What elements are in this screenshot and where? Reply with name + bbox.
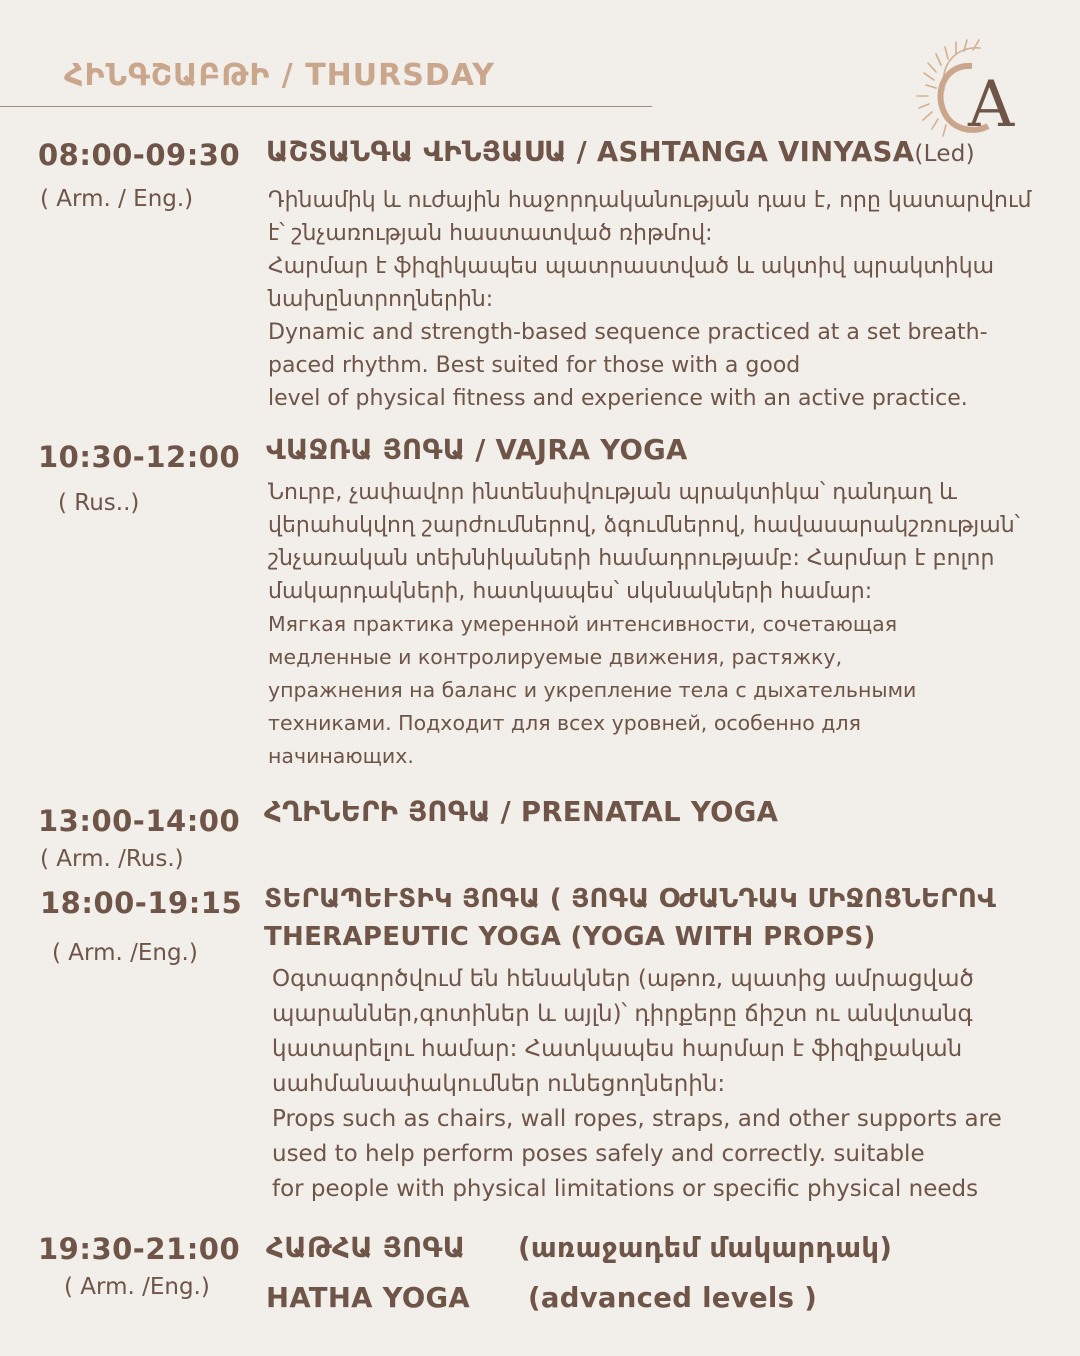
day-title: ՀԻՆԳՇԱԲԹԻ / THURSDAY xyxy=(64,58,495,93)
desc-line: Նուրբ, չափավոր ինտենսիվության պրակտիկա՝ դանդաղ և xyxy=(268,480,958,505)
class-language: ( Arm. / Eng.) xyxy=(40,186,194,212)
class-time: 19:30-21:00 xyxy=(38,1232,241,1266)
class-time: 13:00-14:00 xyxy=(38,804,241,838)
desc-line: Dynamic and strength-based sequence practiced at a set breath- xyxy=(268,320,988,345)
desc-line: Props such as chairs, wall ropes, straps, and other supports are xyxy=(272,1106,1002,1132)
sun-logo-icon xyxy=(900,38,1030,148)
class-description xyxy=(272,962,1002,1207)
desc-line: մակարդակների, հատկապես՝ սկսնակների համար: xyxy=(268,579,873,604)
class-title-note: (Led) xyxy=(914,141,975,167)
class-title-text: ԱՇՏԱՆԳԱ ՎԻՆՅԱՍԱ / ASHTANGA VINYASA xyxy=(266,136,915,168)
desc-line: used to help perform poses safely and correctly. suitable xyxy=(272,1141,925,1167)
desc-line: շնչառական տեխնիկաների համադրությամբ: Հարմար է բոլոր xyxy=(268,546,995,571)
desc-line: level of physical fitness and experience with an active practice. xyxy=(268,386,968,411)
class-description-ru xyxy=(268,608,916,773)
class-language: ( Arm. /Rus.) xyxy=(40,846,184,872)
desc-line: for people with physical limitations or specific physical needs xyxy=(272,1176,979,1202)
svg-text:A: A xyxy=(968,68,1015,142)
class-language: ( Rus..) xyxy=(58,490,140,516)
class-time: 08:00-09:30 xyxy=(38,138,241,172)
desc-line: սահմանափակումներ ունեցողներին: xyxy=(272,1071,726,1097)
desc-line: начинающих. xyxy=(268,744,414,768)
class-title-en: HATHA YOGA xyxy=(266,1282,470,1314)
desc-line: Հարմար է ֆիզիկապես պատրաստված և ակտիվ պրակտիկա xyxy=(268,254,995,279)
desc-line: նախընտրողներին: xyxy=(268,287,494,312)
class-language: ( Arm. /Eng.) xyxy=(64,1274,210,1300)
desc-line: Օգտագործվում են հենակներ (աթոռ, պատից ամրացված xyxy=(272,966,974,992)
desc-line: упражнения на баланс и укрепление тела с дыхательными xyxy=(268,678,917,702)
desc-line: է՝ շնչառության հաստատված ռիթմով: xyxy=(268,221,713,246)
desc-line: техниками. Подходит для всех уровней, особенно для xyxy=(268,711,861,735)
class-level-note-en: (advanced levels ) xyxy=(528,1282,818,1314)
class-title: ՀՂԻՆԵՐԻ ՅՈԳԱ / PRENATAL YOGA xyxy=(264,796,779,828)
class-title-en: THERAPEUTIC YOGA (YOGA WITH PROPS) xyxy=(264,922,876,952)
desc-line: պարաններ,գոտիներ և այլն)՝ դիրքերը ճիշտ ու անվտանգ xyxy=(272,1001,973,1027)
desc-line: Мягкая практика умеренной интенсивности, сочетающая xyxy=(268,612,898,636)
class-description xyxy=(268,476,1020,608)
desc-line: կատարելու համար: Հատկապես հարմար է ֆիզիքական xyxy=(272,1036,963,1062)
class-level-note: (առաջադեմ մակարդակ) xyxy=(518,1232,893,1264)
class-title: ՏԵՐԱՊԵՒՏԻԿ ՅՈԳԱ ( ՅՈԳԱ ՕԺԱՆԴԱԿ ՄԻՋՈՑՆԵՐՈՎ xyxy=(264,884,997,914)
desc-line: медленные и контролируемые движения, растяжку, xyxy=(268,645,843,669)
class-title: ՎԱՋՌԱ ՅՈԳԱ / VAJRA YOGA xyxy=(266,434,688,466)
class-time: 10:30-12:00 xyxy=(38,440,241,474)
class-title: ՀԱԹՀԱ ՅՈԳԱ xyxy=(266,1232,466,1264)
class-language: ( Arm. /Eng.) xyxy=(52,940,198,966)
class-time: 18:00-19:15 xyxy=(40,886,243,920)
studio-logo xyxy=(900,38,1030,148)
class-title xyxy=(266,136,975,168)
desc-line: paced rhythm. Best suited for those with a good xyxy=(268,353,801,378)
desc-line: Դինամիկ և ուժային հաջորդականության դաս է, որը կատարվում xyxy=(268,188,1032,213)
desc-line: վերահսկվող շարժումներով, ձգումներով, հավասարակշռության՝ xyxy=(268,513,1020,538)
class-description xyxy=(268,184,1031,415)
header-divider xyxy=(0,106,652,107)
